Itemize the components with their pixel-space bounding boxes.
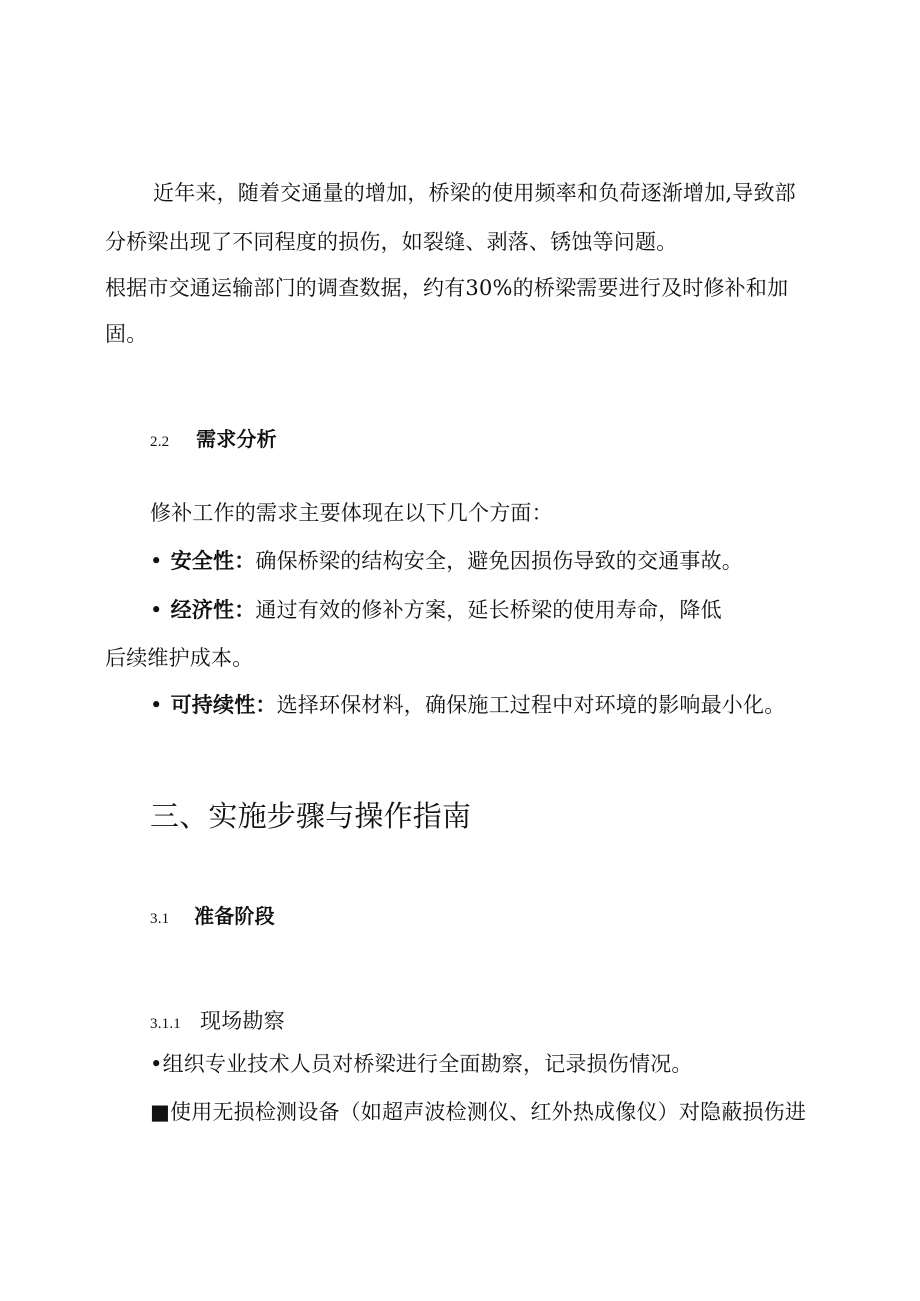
- item-label: 安全性：: [170, 549, 256, 573]
- paragraph-text: 近年来，随着交通量的增加，桥梁的使用频率和负荷逐渐增加,导致部: [153, 181, 796, 205]
- section-heading-3-1: [150, 902, 275, 933]
- section-number: 3.1.1: [150, 1016, 181, 1032]
- chapter-heading: [150, 798, 471, 834]
- paragraph-line: [105, 320, 147, 348]
- bullet-icon: •: [150, 549, 163, 573]
- list-item: [150, 1098, 806, 1126]
- paragraph-line: [153, 179, 796, 207]
- paragraph-line: [105, 274, 788, 302]
- section-heading-2-2: [150, 425, 277, 456]
- paragraph-line: [105, 228, 677, 256]
- bullet-icon: •: [150, 1052, 163, 1076]
- intro-text: 修补工作的需求主要体现在以下几个方面：: [150, 501, 553, 525]
- list-item: [150, 596, 722, 624]
- square-bullet-icon: ■: [150, 1100, 171, 1124]
- list-item: [150, 547, 743, 575]
- bullet-icon: •: [150, 598, 163, 622]
- item-text: 确保桥梁的结构安全，避免因损伤导致的交通事故。: [255, 549, 744, 573]
- section-title: 需求分析: [196, 427, 277, 451]
- item-label: 经济性：: [170, 598, 256, 622]
- section-number: 3.1: [150, 911, 170, 927]
- bullet-icon: •: [150, 693, 163, 717]
- paragraph-line: [150, 499, 553, 527]
- section-heading-3-1-1: [150, 1007, 285, 1038]
- section-title: 准备阶段: [194, 904, 275, 928]
- item-continuation-text: 后续维护成本。: [105, 646, 254, 670]
- item-text: 使用无损检测设备（如超声波检测仪、红外热成像仪）对隐蔽损伤进: [170, 1100, 807, 1124]
- section-number: 2.2: [150, 434, 170, 450]
- chapter-title: 三、实施步骤与操作指南: [150, 799, 472, 833]
- item-text: 选择环保材料，确保施工过程中对环境的影响最小化。: [276, 693, 786, 717]
- list-item-continuation: [105, 644, 253, 672]
- item-text: 组织专业技术人员对桥梁进行全面勘察，记录损伤情况。: [162, 1052, 693, 1076]
- item-label: 可持续性：: [170, 693, 277, 717]
- paragraph-text: 分桥梁出现了不同程度的损伤，如裂缝、剥落、锈蚀等问题。: [105, 230, 678, 254]
- list-item: [150, 691, 785, 719]
- section-title: 现场勘察: [200, 1009, 285, 1033]
- list-item: [150, 1050, 693, 1078]
- paragraph-text: 根据市交通运输部门的调查数据，约有30%的桥梁需要进行及时修补和加: [105, 276, 789, 300]
- paragraph-text: 固。: [105, 322, 148, 346]
- item-text: 通过有效的修补方案，延长桥梁的使用寿命，降低: [255, 598, 722, 622]
